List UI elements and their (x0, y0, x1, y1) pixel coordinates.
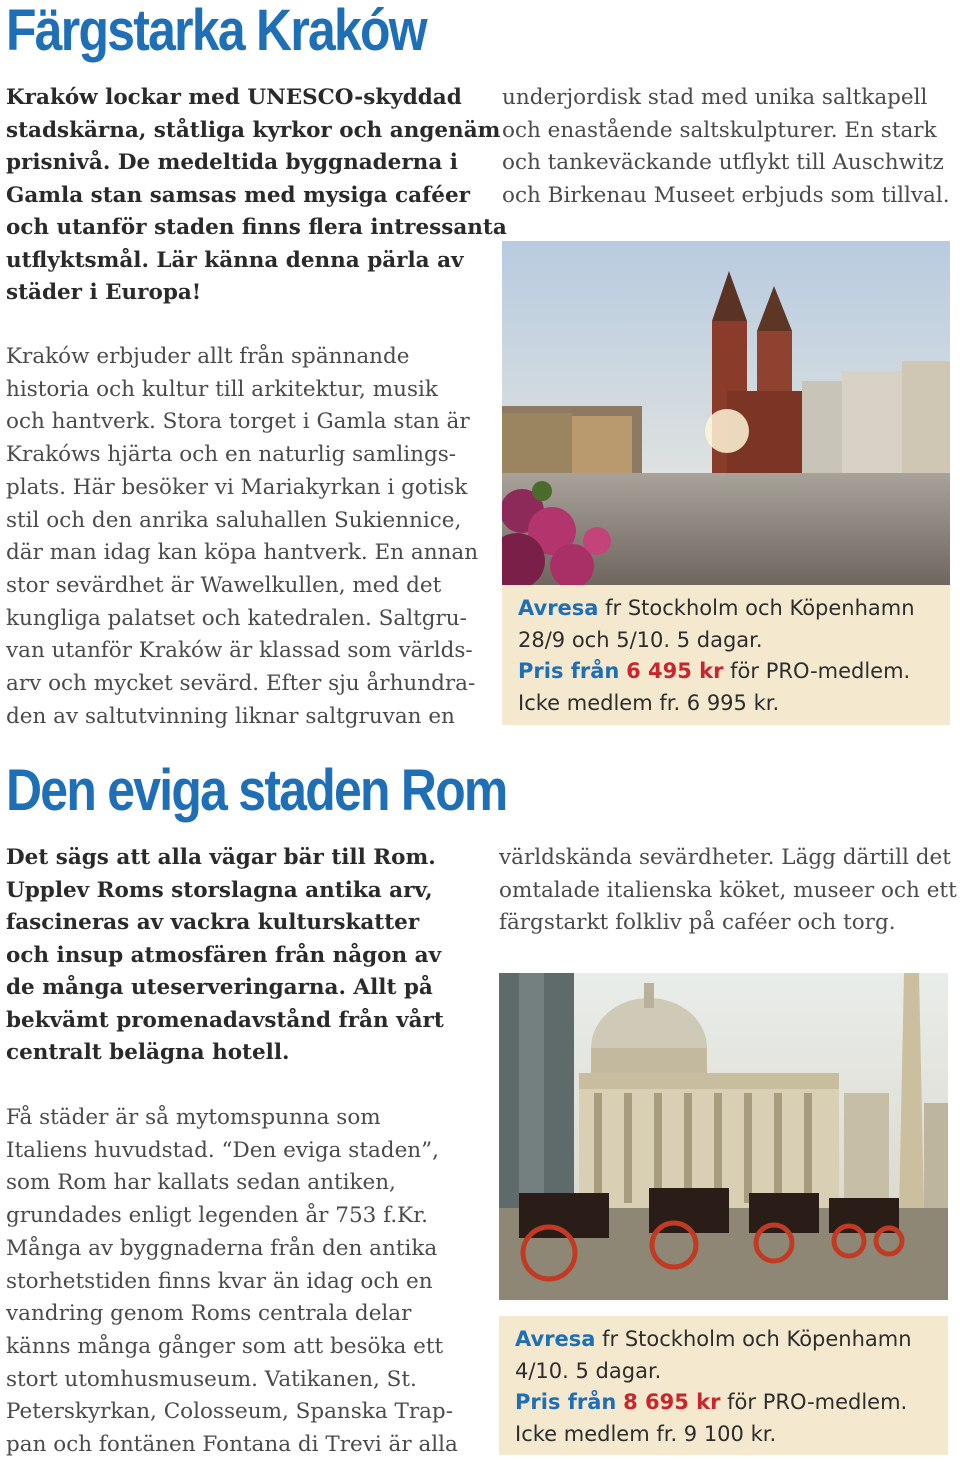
rom-non-member: Icke medlem fr. 9 100 kr. (515, 1421, 777, 1446)
rom-lead-line: och insup atmosfären från någon av (6, 942, 442, 968)
krakow-non-member: Icke medlem fr. 6 995 kr. (518, 690, 780, 715)
krakow-body-line: Kraków erbjuder allt från spännande (6, 344, 410, 369)
rom-lead-line: de många uteserveringarna. Allt på (6, 975, 433, 1000)
krakow-right-line: och tankeväckande utflykt till Auschwitz (502, 150, 944, 176)
krakow-right-line: och enastående saltskulpturer. En stark (502, 117, 937, 143)
rom-right-line: omtalade italienska köket, museer och ett (499, 877, 957, 903)
rom-body (6, 1102, 476, 1462)
krakow-body-line: den av saltutvinning liknar saltgruvan en (6, 703, 455, 729)
krakow-lead (6, 82, 507, 310)
krakow-avresa-line (518, 593, 934, 625)
krakow-lead-line: Kraków lockar med UNESCO-skyddad (6, 85, 462, 110)
krakow-body-line: plats. Här besöker vi Mariakyrkan i gotisk (6, 474, 468, 500)
krakow-body-line: Krakóws hjärta och en naturlig samlings- (6, 442, 457, 468)
krakow-body-line: där man idag kan köpa hantverk. En annan (6, 540, 479, 566)
krakow-body-line: och hantverk. Stora torget i Gamla stan är (6, 409, 470, 435)
krakow-body-line: arv och mycket sevärd. Efter sju århundra- (6, 671, 476, 697)
krakow-lead-line: prisnivå. De medeltida byggnaderna i (6, 150, 458, 175)
krakow-lead-line: och utanför staden finns flera intressanta (6, 215, 507, 240)
krakow-pris-suffix: för PRO-medlem. (723, 659, 911, 683)
rom-lead-line: fascineras av vackra kulturskatter (6, 910, 420, 935)
rom-body-line: Italiens huvudstad. “Den eviga staden”, (6, 1137, 439, 1163)
rom-body-line: Peterskyrkan, Colosseum, Spanska Trap- (6, 1399, 453, 1425)
krakow-infobox (502, 585, 950, 725)
krakow-right-line: och Birkenau Museet erbjuds som tillval. (502, 183, 950, 209)
rom-lead-line: Upplev Roms storslagna antika arv, (6, 877, 433, 903)
rom-pris-suffix: för PRO-medlem. (720, 1390, 908, 1414)
rom-avresa-text: fr Stockholm och Köpenhamn (595, 1327, 912, 1351)
rom-heading: Den eviga staden Rom (6, 758, 507, 823)
krakow-right-text (502, 82, 952, 213)
rom-lead-line: bekvämt promenadavstånd från vårt (6, 1007, 444, 1033)
krakow-lead-line: utflyktsmål. Lär känna denna pärla av (6, 247, 464, 273)
krakow-body-line: kungliga palatset och katedralen. Saltgru- (6, 605, 467, 631)
rom-body-line: känns många gånger som att besöka ett (6, 1333, 444, 1359)
krakow-avresa-label: Avresa (518, 596, 599, 620)
rom-pris-label: Pris från (515, 1390, 617, 1414)
krakow-price-line (518, 656, 934, 688)
krakow-body-line: stor sevärdhet är Wawelkullen, med det (6, 572, 442, 598)
rom-right-line: färgstarkt folkliv på caféer och torg. (499, 910, 896, 936)
rom-body-line: Få städer är så mytomspunna som (6, 1105, 381, 1130)
rom-body-line: Många av byggnaderna från den antika (6, 1235, 438, 1261)
krakow-lead-line: städer i Europa! (6, 280, 202, 305)
krakow-lead-line: stadskärna, ståtliga kyrkor och angenäm (6, 117, 501, 143)
rom-avresa-line (515, 1324, 932, 1356)
krakow-lead-line: Gamla stan samsas med mysiga caféer (6, 182, 470, 208)
krakow-pris-label: Pris från (518, 659, 620, 683)
rom-body-line: storhetstiden finns kvar än idag och en (6, 1268, 433, 1294)
rom-photo (499, 973, 948, 1300)
rom-price-line (515, 1387, 932, 1419)
krakow-body-line: stil och den anrika saluhallen Sukiennice, (6, 507, 462, 533)
rom-body-line: vandring genom Roms centrala delar (6, 1301, 412, 1327)
rom-right-text (499, 842, 957, 940)
rom-infobox (499, 1316, 948, 1455)
krakow-photo (502, 241, 950, 585)
krakow-dates: 28/9 och 5/10. 5 dagar. (518, 627, 763, 652)
rom-lead-line: Det sägs att alla vägar bär till Rom. (6, 845, 436, 870)
rom-body-line: grundades enligt legenden år 753 f.Kr. (6, 1203, 428, 1229)
rom-right-line: världskända sevärdheter. Lägg därtill det (499, 845, 951, 870)
krakow-body-line: historia och kultur till arkitektur, musik (6, 376, 438, 402)
krakow-avresa-text: fr Stockholm och Köpenhamn (598, 596, 915, 620)
krakow-right-line: underjordisk stad med unika saltkapell (502, 85, 928, 110)
rom-body-line: pan och fontänen Fontana di Trevi är alla (6, 1432, 458, 1458)
krakow-price: 6 495 kr (626, 659, 724, 683)
krakow-body (6, 341, 479, 733)
rom-body-line: stort utomhusmuseum. Vatikanen, St. (6, 1366, 417, 1392)
krakow-heading: Färgstarka Kraków (6, 0, 426, 63)
rom-lead-line: centralt belägna hotell. (6, 1040, 290, 1065)
rom-avresa-label: Avresa (515, 1327, 596, 1351)
rom-dates: 4/10. 5 dagar. (515, 1358, 662, 1383)
rom-price: 8 695 kr (623, 1390, 721, 1414)
rom-lead (6, 842, 476, 1070)
rom-body-line: som Rom har kallats sedan antiken, (6, 1170, 396, 1196)
krakow-body-line: van utanför Kraków är klassad som världs- (6, 638, 473, 664)
